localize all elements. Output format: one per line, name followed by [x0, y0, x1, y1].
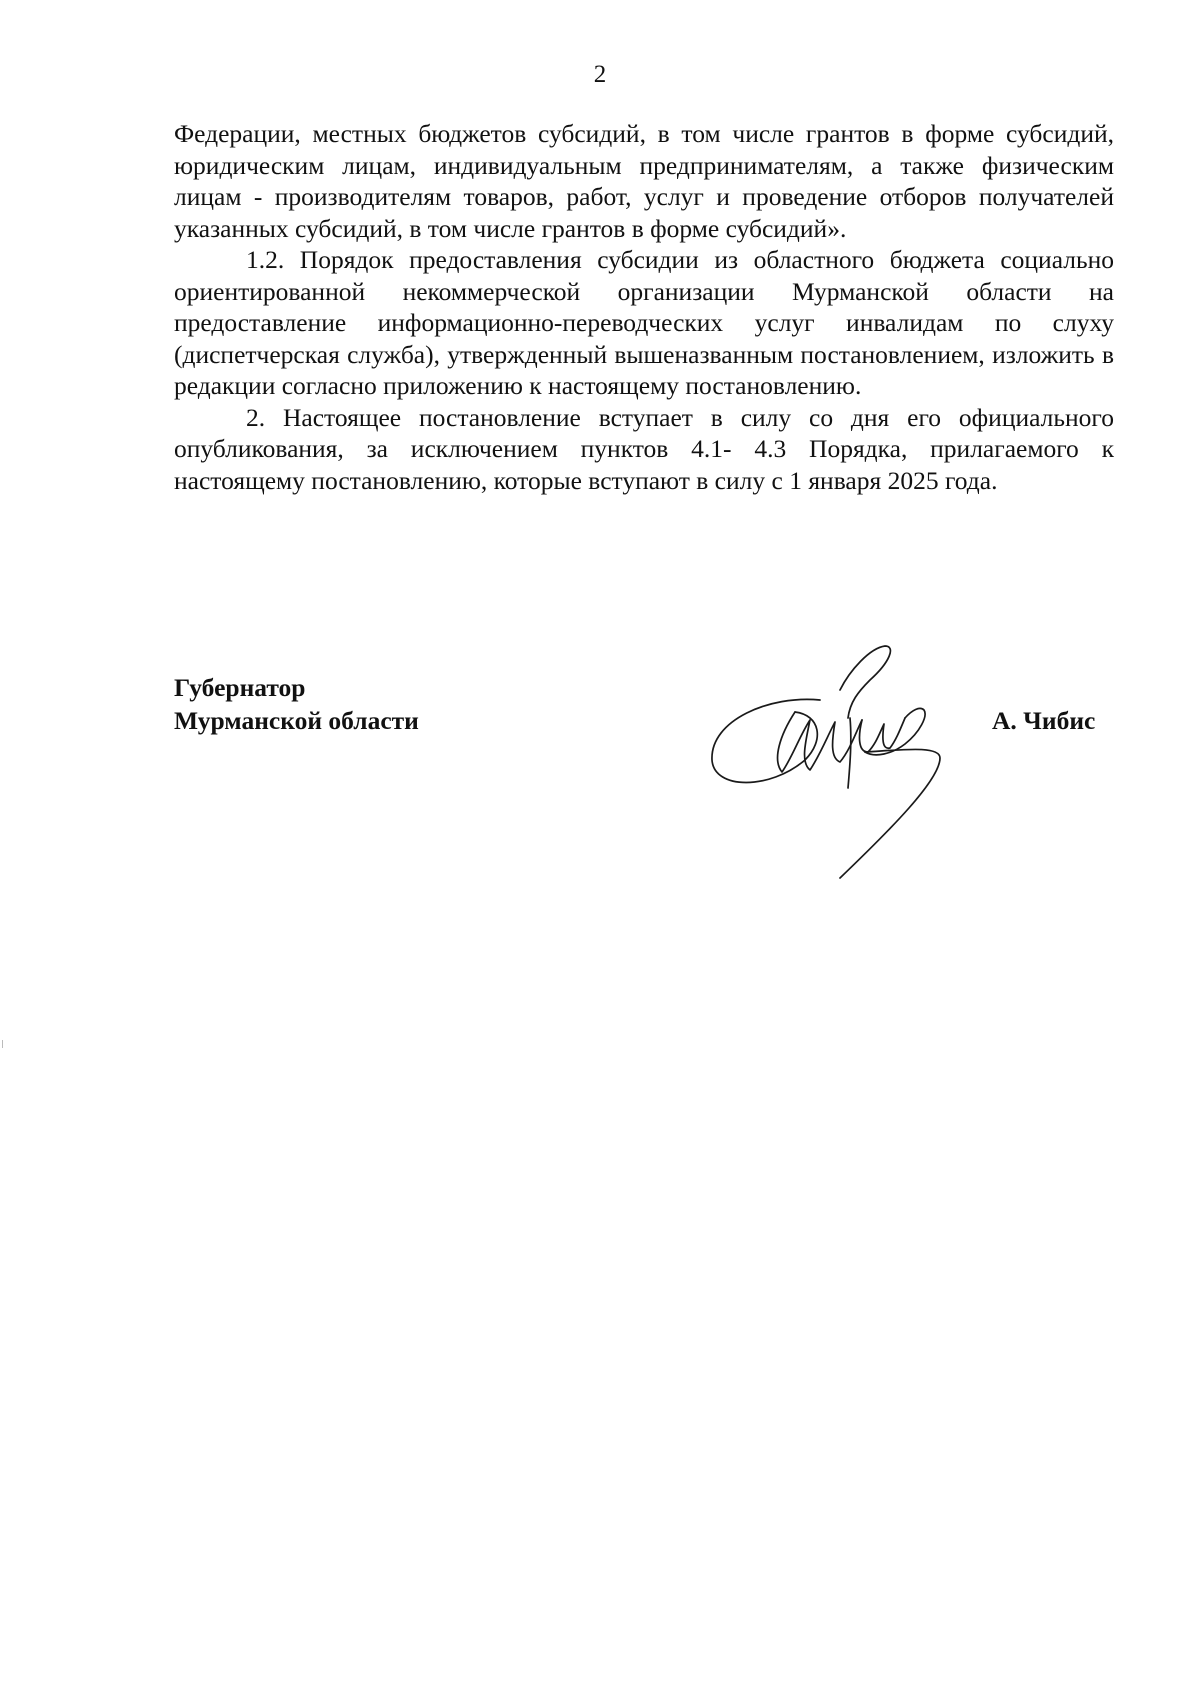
signatory-title-line1: Губернатор — [174, 673, 306, 702]
document-body — [174, 118, 1114, 496]
handwritten-signature — [700, 640, 970, 885]
paragraph-1-2: 1.2. Порядок предоставления субсидии из областного бюджета социально ориентированной некоммерческой организации Мурманской области на предоставление информационно-переводческих услуг инвалидам по слуху (диспетчерская служба), утвержденный вышеназванным постановлением, изложить в редакции согласно приложению к настоящему постановлению. — [174, 245, 1114, 400]
paragraph-continuation: Федерации, местных бюджетов субсидий, в том числе грантов в форме субсидий, юридическим лицам, индивидуальным предпринимателям, а также физическим лицам - производителям товаров, работ, услуг и проведение отборов получателей указанных субсидий, в том числе грантов в форме субсидий». — [174, 119, 1114, 243]
signatory-title — [174, 671, 419, 737]
page-number: 2 — [593, 61, 607, 88]
scan-edge-mark — [2, 1040, 3, 1048]
signatory-title-line2: Мурманской области — [174, 706, 419, 735]
paragraph-2: 2. Настоящее постановление вступает в силу со дня его официального опубликования, за исключением пунктов 4.1- 4.3 Порядка, прилагаемого к настоящему постановлению, которые вступают в силу с 1 января 2025 года. — [174, 402, 1114, 495]
signatory-name: А. Чибис — [992, 706, 1096, 735]
